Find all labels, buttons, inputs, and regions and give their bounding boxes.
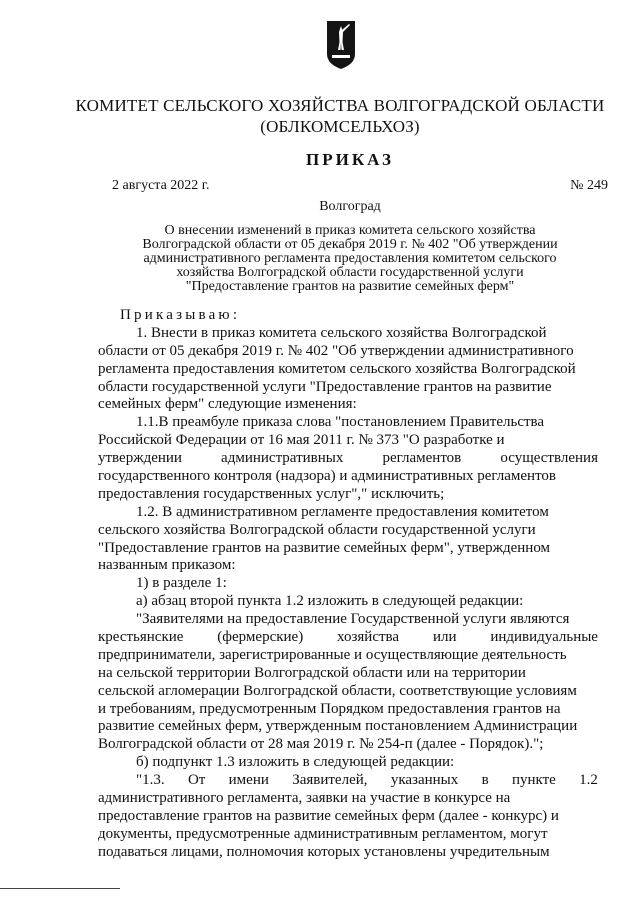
body-line: "Предоставление грантов на развитие семейных ферм", утвержденном [98, 539, 551, 556]
word: утверждении [98, 450, 182, 467]
body-line: сельской агломерации Волгоградской области, соответствующие условиям [98, 682, 577, 699]
word: в [481, 772, 489, 789]
body-line: "Заявителями на предоставление Государственной услуги являются [136, 611, 570, 628]
body-line: государственного контроля (надзора) и административных регламентов [98, 468, 557, 485]
body-line: 1) в разделе 1: [136, 575, 227, 592]
subject-line: Волгоградской области от 05 декабря 2019 г. № 402 "Об утверждении [142, 237, 558, 252]
body-line: развитие семейных ферм, утвержденным постановлением Администрации [98, 718, 578, 735]
word: Заявителей, [292, 772, 368, 789]
subject-line: "Предоставление грантов на развитие семейных ферм" [185, 279, 515, 294]
word: указанных [390, 772, 459, 789]
word: (фермерские) [217, 629, 304, 646]
word: От [187, 772, 206, 789]
word: пункте [511, 772, 556, 789]
word: осуществления [500, 450, 598, 467]
word: административных [221, 450, 344, 467]
body-line: названным приказом: [98, 557, 236, 574]
word: крестьянские [98, 629, 184, 646]
document-type-title: ПРИКАЗ [306, 150, 394, 169]
subject-line: административного регламента предоставления комитетом сельского [143, 251, 557, 266]
body-line: б) подпункт 1.3 изложить в следующей редакции: [136, 754, 455, 771]
body-line: области от 05 декабря 2019 г. № 402 "Об утверждении административного [98, 342, 574, 359]
document-number: № 249 [570, 178, 608, 193]
body-line-justified [98, 772, 598, 790]
document-date: 2 августа 2022 г. [112, 178, 210, 193]
word: хозяйства [337, 629, 400, 646]
word: или [432, 629, 457, 646]
body-line: а) абзац второй пункта 1.2 изложить в следующей редакции: [136, 593, 524, 610]
body-line-justified [98, 450, 598, 468]
body-line: Российской Федерации от 16 мая 2011 г. № 373 "О разработке и [98, 432, 505, 449]
body-line: регламента предоставления комитетом сельского хозяйства Волгоградской [98, 360, 576, 377]
document-subject [90, 224, 610, 294]
body-line-justified [98, 629, 598, 647]
body-line: 1. Внести в приказ комитета сельского хозяйства Волгоградской [136, 324, 547, 341]
word: имени [228, 772, 269, 789]
order-word: Приказываю: [120, 307, 241, 323]
subject-line: О внесении изменений в приказ комитета сельского хозяйства [164, 223, 536, 238]
subject-line: хозяйства Волгоградской области государственной услуги [176, 265, 524, 280]
body-line: документы, предусмотренные административным регламентом, могут [98, 825, 548, 842]
word: индивидуальные [490, 629, 598, 646]
coat-of-arms-emblem-icon [326, 20, 356, 70]
word: "1.3. [136, 772, 165, 789]
body-line: сельского хозяйства Волгоградской области государственной услуги [98, 521, 536, 538]
body-line: семейных ферм" следующие изменения: [98, 396, 357, 413]
body-line: предоставления государственных услуг"," исключить; [98, 485, 445, 502]
org-name-line-1: КОМИТЕТ СЕЛЬСКОГО ХОЗЯЙСТВА ВОЛГОГРАДСКОЙ ОБЛАСТИ [75, 96, 605, 115]
body-line: 1.1.В преамбуле приказа слова "постановлением Правительства [136, 414, 545, 431]
body-line: на сельской территории Волгоградской области или на территории [98, 664, 526, 681]
body-line: подаваться лицами, полномочия которых установлены учредительным [98, 843, 550, 860]
document-city: Волгоград [319, 199, 381, 214]
word: регламентов [382, 450, 462, 467]
bottom-divider [0, 888, 120, 889]
document-body [98, 307, 598, 862]
body-line: и требованиям, предусмотренным Порядком предоставления грантов на [98, 700, 561, 717]
body-line: предприниматели, зарегистрированные и осуществляющие деятельность [98, 646, 567, 663]
body-line: предоставление грантов на развитие семейных ферм (далее - конкурс) и [98, 807, 559, 824]
body-line: Волгоградской области от 28 мая 2019 г. № 254-п (далее - Порядок)."; [98, 736, 544, 753]
word: 1.2 [579, 772, 598, 789]
body-line: административного регламента, заявки на участие в конкурсе на [98, 790, 511, 807]
org-name-line-2: (ОБЛКОМСЕЛЬХОЗ) [260, 117, 420, 136]
body-line: 1.2. В административном регламенте предоставления комитетом [136, 503, 549, 520]
body-line: области государственной услуги "Предоставление грантов на развитие [98, 378, 552, 395]
